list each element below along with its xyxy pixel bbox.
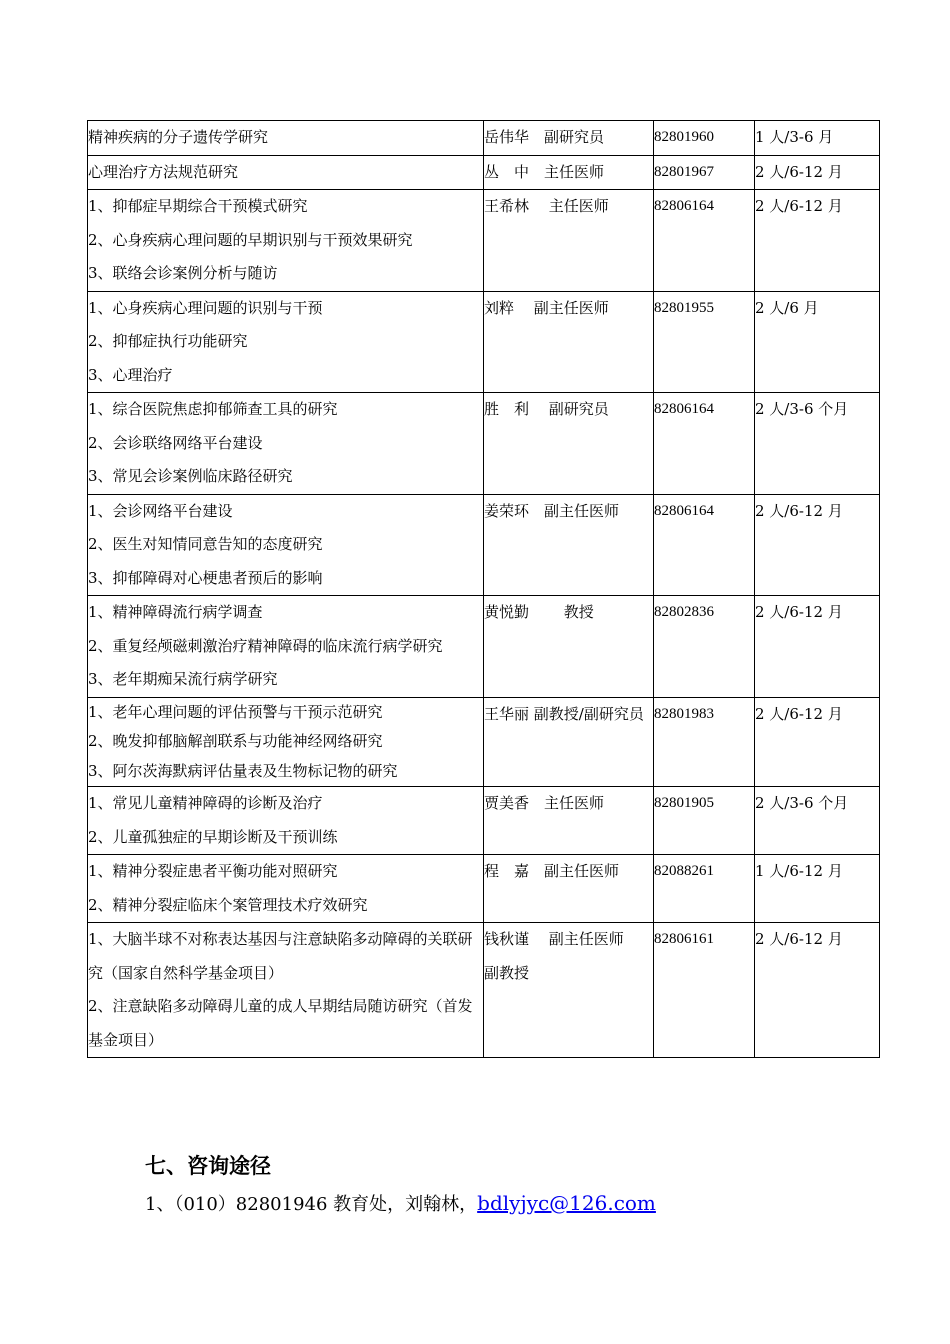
research-topic: 3、联络会诊案例分析与随访 <box>88 264 278 282</box>
research-topic: 3、阿尔茨海默病评估量表及生物标记物的研究 <box>88 761 398 780</box>
supervisor-cell <box>484 494 654 596</box>
table-row <box>88 697 880 787</box>
supervisor-cell <box>484 787 654 855</box>
research-topic: 2、精神分裂症临床个案管理技术疗效研究 <box>88 895 368 914</box>
table-row <box>88 923 880 1058</box>
research-topic-cell <box>88 697 484 787</box>
phone-cell: 82801983 <box>654 697 755 787</box>
research-topic: 2、重复经颅磁刺激治疗精神障碍的临床流行病学研究 <box>88 636 443 655</box>
supervisor-cell <box>484 121 654 156</box>
research-topic: 2、晚发抑郁脑解剖联系与功能神经网络研究 <box>88 732 383 750</box>
research-topic: 3、抑郁障碍对心梗患者预后的影响 <box>88 568 323 587</box>
quota-cell: 2 人/6-12 月 <box>755 697 880 787</box>
supervisor-name: 钱秋谨 副主任医师 副教授 <box>484 930 639 982</box>
supervisor-cell <box>484 923 654 1058</box>
supervisor-name: 王希林 主任医师 <box>484 197 609 215</box>
supervisor-name: 刘粹 副主任医师 <box>484 298 609 317</box>
research-topic-cell <box>88 855 484 923</box>
research-topic: 2、心身疾病心理问题的早期识别与干预效果研究 <box>88 230 413 249</box>
research-topic: 1、常见儿童精神障碍的诊断及治疗 <box>88 794 323 812</box>
phone-cell: 82806164 <box>654 494 755 596</box>
research-topic-cell <box>88 393 484 495</box>
quota-cell: 2 人/3-6 个月 <box>755 393 880 495</box>
research-topic: 2、注意缺陷多动障碍儿童的成人早期结局随访研究（首发基金项目） <box>88 997 473 1049</box>
supervisor-cell <box>484 291 654 393</box>
table-row <box>88 855 880 923</box>
research-table <box>87 120 880 1058</box>
phone-cell: 82806164 <box>654 393 755 495</box>
phone-cell: 82806164 <box>654 190 755 292</box>
supervisor-cell <box>484 190 654 292</box>
supervisor-cell <box>484 855 654 923</box>
supervisor-name: 姜荣环 副主任医师 <box>484 501 620 520</box>
quota-cell: 2 人/3-6 个月 <box>755 787 880 855</box>
research-topic: 1、综合医院焦虑抑郁筛查工具的研究 <box>88 400 338 418</box>
table-row <box>88 121 880 156</box>
supervisor-cell <box>484 393 654 495</box>
research-topic: 1、心身疾病心理问题的识别与干预 <box>88 298 323 317</box>
supervisor-name: 岳伟华 副研究员 <box>484 128 605 146</box>
quota-cell: 2 人/6 月 <box>755 291 880 393</box>
quota-cell: 2 人/6-12 月 <box>755 190 880 292</box>
research-topic: 2、会诊联络网络平台建设 <box>88 433 263 452</box>
research-topic: 3、常见会诊案例临床路径研究 <box>88 467 293 485</box>
research-topic-cell <box>88 190 484 292</box>
research-topic: 1、大脑半球不对称表达基因与注意缺陷多动障碍的关联研究（国家自然科学基金项目） <box>88 930 473 982</box>
table-row <box>88 190 880 292</box>
research-topic: 心理治疗方法规范研究 <box>88 162 239 181</box>
phone-cell: 82802836 <box>654 596 755 698</box>
supervisor-name: 丛 中 主任医师 <box>484 162 605 181</box>
research-topic-cell <box>88 787 484 855</box>
table-row <box>88 393 880 495</box>
research-topic-cell <box>88 155 484 190</box>
research-topic: 2、抑郁症执行功能研究 <box>88 332 248 350</box>
research-topic-cell <box>88 494 484 596</box>
supervisor-cell <box>484 155 654 190</box>
table-row <box>88 787 880 855</box>
supervisor-cell <box>484 697 654 787</box>
research-topic: 精神疾病的分子遗传学研究 <box>88 128 269 146</box>
phone-cell: 82806161 <box>654 923 755 1058</box>
supervisor-name: 胜 利 副研究员 <box>484 400 609 418</box>
quota-cell: 2 人/6-12 月 <box>755 596 880 698</box>
research-topic-cell <box>88 291 484 393</box>
table-row <box>88 494 880 596</box>
section-heading: 七、咨询途径 <box>145 1153 271 1178</box>
research-topic: 2、儿童孤独症的早期诊断及干预训练 <box>88 827 338 846</box>
phone-cell: 82801955 <box>654 291 755 393</box>
quota-cell: 2 人/6-12 月 <box>755 155 880 190</box>
research-topic: 1、会诊网络平台建设 <box>88 501 233 520</box>
phone-cell: 82801905 <box>654 787 755 855</box>
table-row <box>88 596 880 698</box>
research-topic: 1、老年心理问题的评估预警与干预示范研究 <box>88 702 383 721</box>
contact-line <box>145 1186 656 1222</box>
table-row <box>88 291 880 393</box>
supervisor-name: 程 嘉 副主任医师 <box>484 862 620 880</box>
research-topic: 1、抑郁症早期综合干预模式研究 <box>88 197 308 215</box>
quota-cell: 2 人/6-12 月 <box>755 923 880 1058</box>
contact-email-link[interactable]: bdlyjyc@126.com <box>477 1191 656 1215</box>
supervisor-name: 王华丽 副教授/副研究员 <box>484 704 644 723</box>
table-row <box>88 155 880 190</box>
supervisor-name: 黄悦勤 教授 <box>484 603 594 621</box>
supervisor-name: 贾美香 主任医师 <box>484 794 605 812</box>
research-topic: 1、精神障碍流行病学调查 <box>88 603 263 621</box>
quota-cell: 2 人/6-12 月 <box>755 494 880 596</box>
quota-cell: 1 人/6-12 月 <box>755 855 880 923</box>
research-topic: 1、精神分裂症患者平衡功能对照研究 <box>88 862 338 880</box>
research-table-body <box>88 121 880 1058</box>
quota-cell: 1 人/3-6 月 <box>755 121 880 156</box>
research-topic-cell <box>88 596 484 698</box>
research-topic: 3、老年期痴呆流行病学研究 <box>88 670 278 688</box>
phone-cell: 82801960 <box>654 121 755 156</box>
supervisor-cell <box>484 596 654 698</box>
research-topic-cell <box>88 923 484 1058</box>
research-topic: 3、心理治疗 <box>88 365 173 384</box>
phone-cell: 82801967 <box>654 155 755 190</box>
contact-text: 1、（010）82801946 教育处，刘翰林， <box>145 1194 478 1215</box>
phone-cell: 82088261 <box>654 855 755 923</box>
research-topic: 2、医生对知情同意告知的态度研究 <box>88 535 323 553</box>
research-topic-cell <box>88 121 484 156</box>
